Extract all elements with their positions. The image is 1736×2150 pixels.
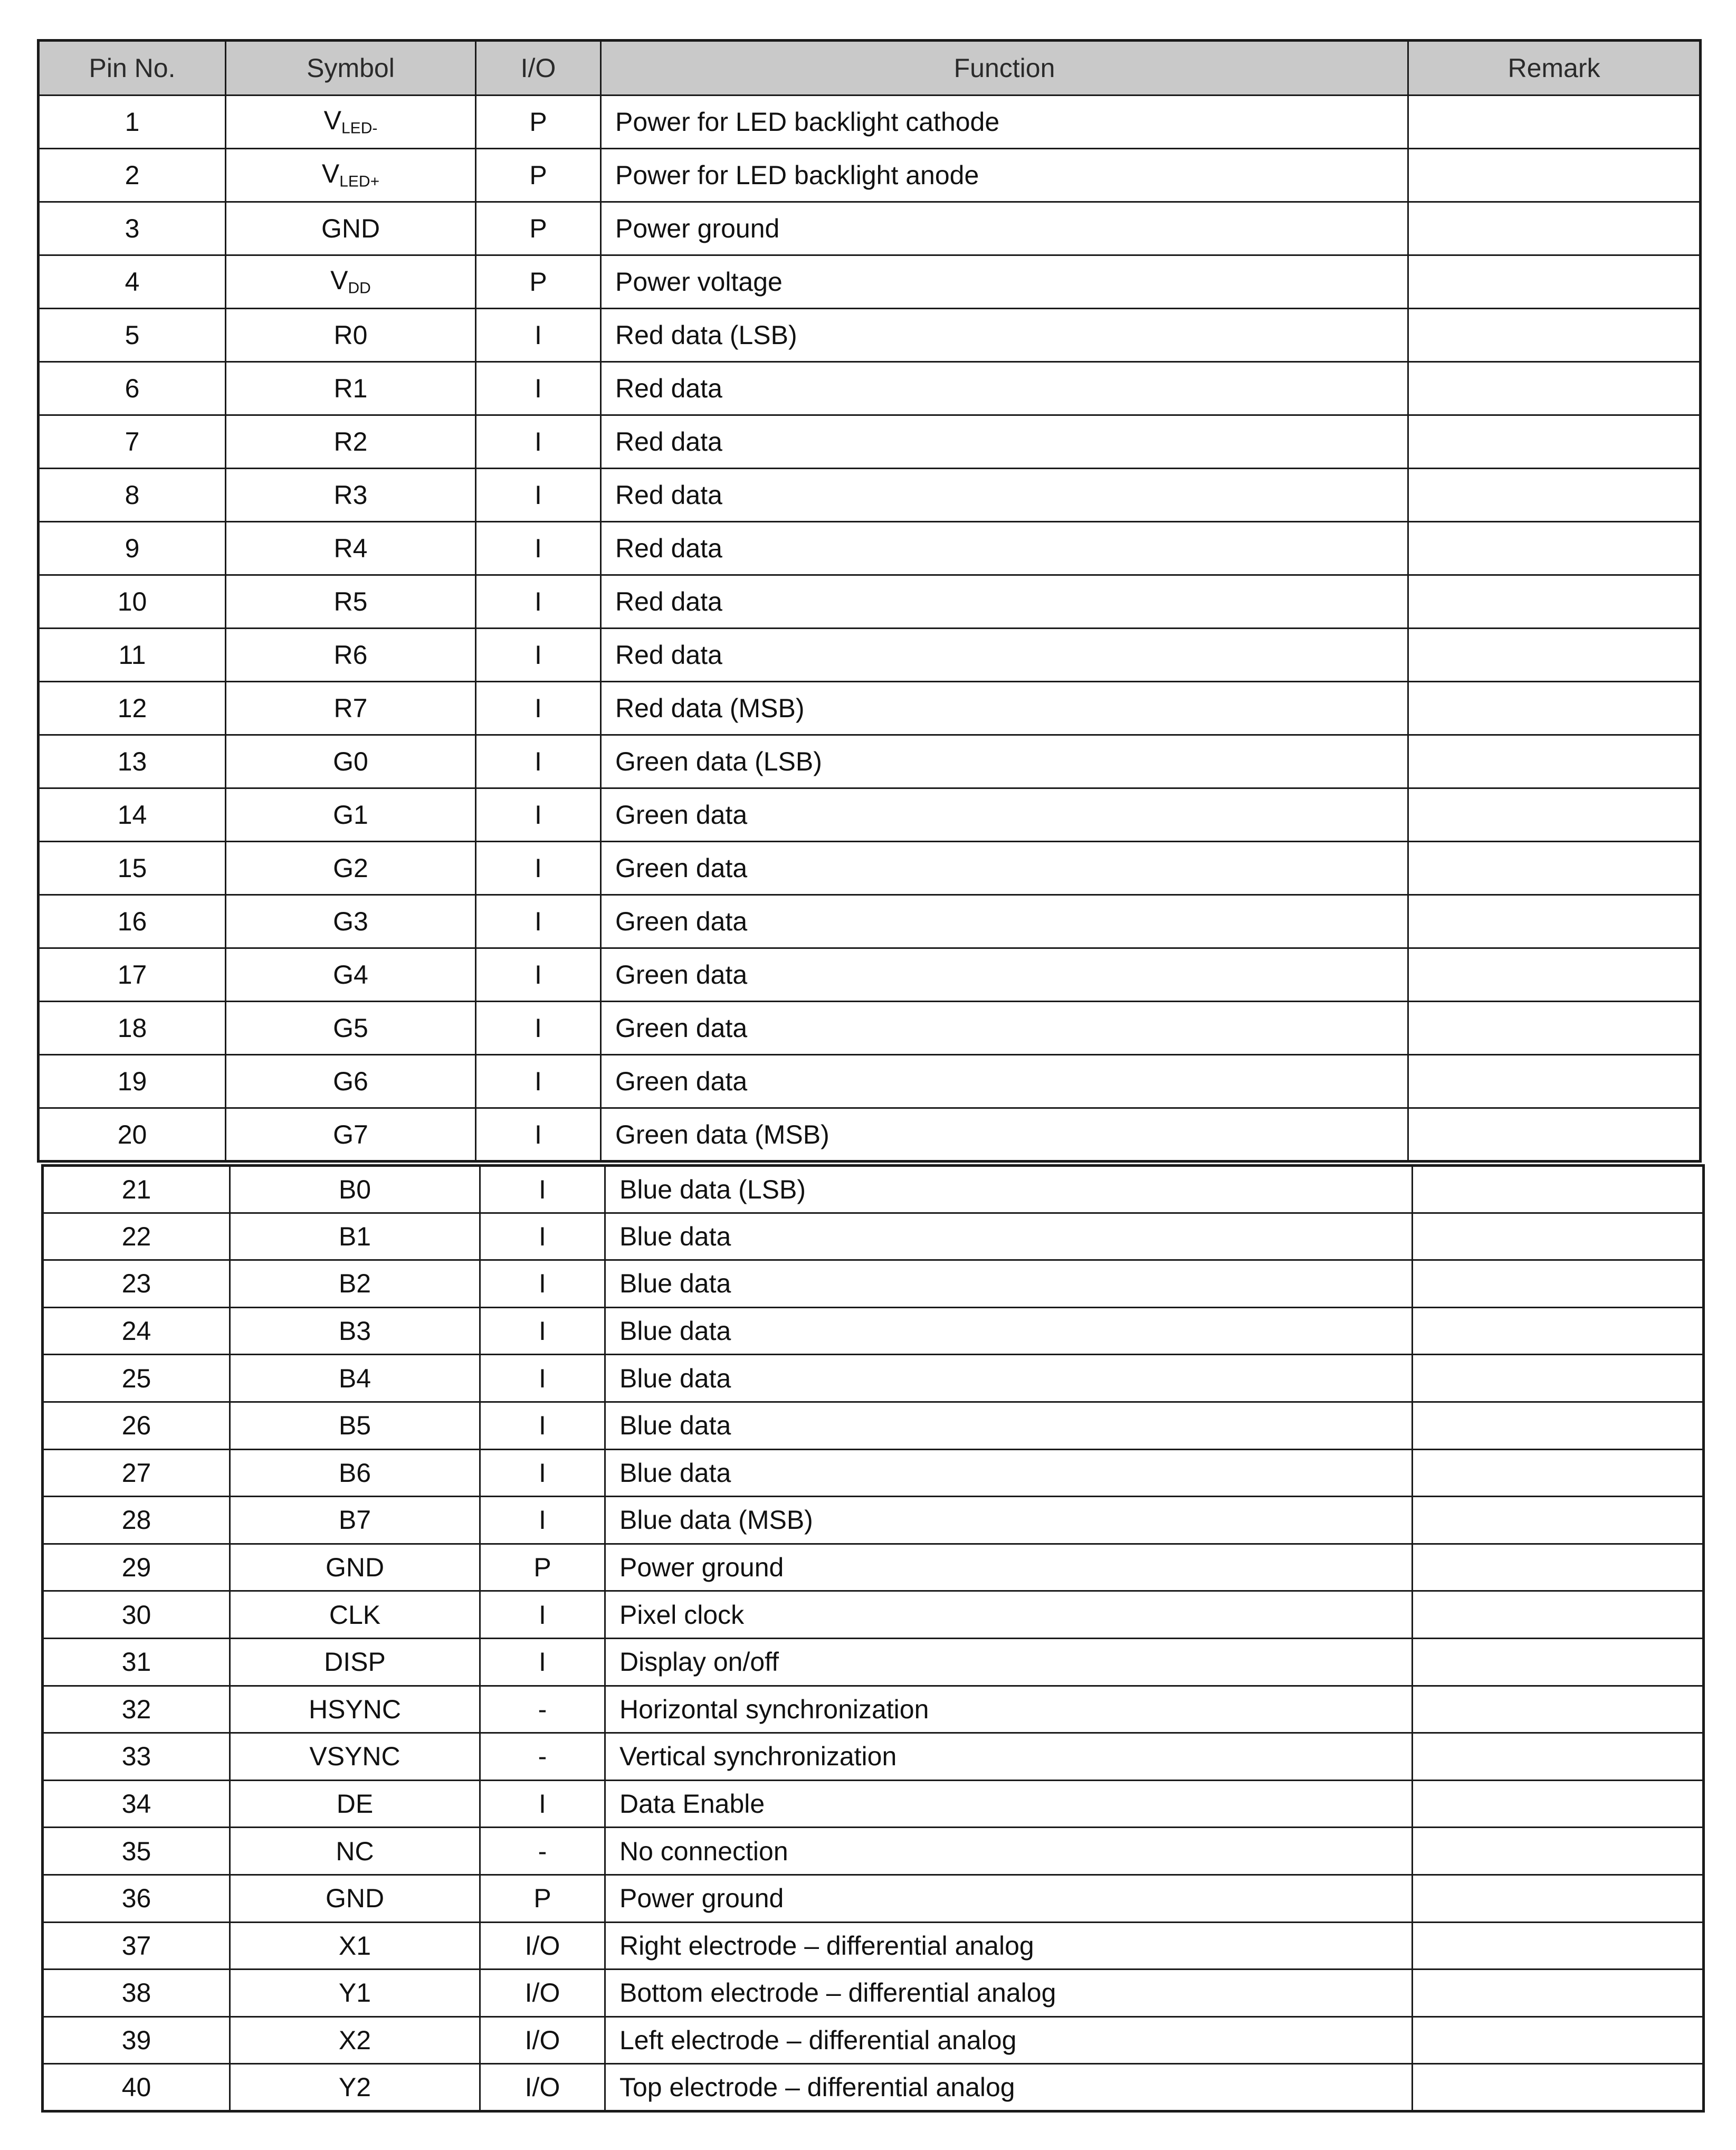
symbol-text: R1 bbox=[333, 374, 368, 403]
io-cell: I bbox=[480, 1638, 605, 1686]
symbol-cell bbox=[226, 1108, 476, 1162]
pin-number-cell: 16 bbox=[39, 895, 226, 948]
symbol-text: G1 bbox=[333, 800, 368, 830]
io-cell: I bbox=[480, 1355, 605, 1402]
io-cell: - bbox=[480, 1686, 605, 1733]
symbol-text: B3 bbox=[338, 1316, 371, 1346]
table-row bbox=[39, 469, 1701, 522]
pin-number-cell: 13 bbox=[39, 735, 226, 788]
remark-cell bbox=[1413, 1166, 1704, 1213]
function-cell: Power for LED backlight anode bbox=[601, 149, 1408, 202]
symbol-text: GND bbox=[321, 214, 380, 243]
pin-number-cell: 35 bbox=[43, 1828, 230, 1875]
function-cell: Pixel clock bbox=[605, 1591, 1413, 1639]
pin-table-part-2 bbox=[41, 1164, 1705, 2113]
table-header-row bbox=[39, 41, 1701, 96]
symbol-cell bbox=[226, 469, 476, 522]
function-cell: Left electrode – differential analog bbox=[605, 2016, 1413, 2064]
io-cell: I bbox=[480, 1449, 605, 1497]
symbol-cell bbox=[230, 1875, 480, 1922]
symbol-cell bbox=[226, 682, 476, 735]
io-cell: I bbox=[476, 415, 601, 469]
function-cell: Red data (LSB) bbox=[601, 309, 1408, 362]
symbol-text: NC bbox=[336, 1836, 374, 1866]
symbol-cell bbox=[230, 1166, 480, 1213]
function-cell: Display on/off bbox=[605, 1638, 1413, 1686]
function-cell: Red data bbox=[601, 415, 1408, 469]
symbol-text: V bbox=[321, 159, 340, 189]
table-row bbox=[43, 1638, 1704, 1686]
symbol-cell bbox=[230, 2016, 480, 2064]
io-cell: I bbox=[476, 575, 601, 629]
symbol-cell bbox=[226, 202, 476, 255]
remark-cell bbox=[1413, 1449, 1704, 1497]
symbol-text: X1 bbox=[338, 1930, 371, 1961]
pin-table-part-1 bbox=[37, 39, 1702, 1163]
io-cell: I bbox=[480, 1591, 605, 1639]
remark-cell bbox=[1408, 788, 1701, 842]
symbol-cell bbox=[230, 2064, 480, 2111]
io-cell: I bbox=[476, 948, 601, 1002]
remark-cell bbox=[1408, 842, 1701, 895]
symbol-text: GND bbox=[325, 1553, 385, 1583]
remark-cell bbox=[1413, 2016, 1704, 2064]
function-cell: Red data bbox=[601, 362, 1408, 415]
pin-number-cell: 9 bbox=[39, 522, 226, 575]
symbol-cell bbox=[230, 1402, 480, 1449]
pin-number-cell: 3 bbox=[39, 202, 226, 255]
symbol-cell bbox=[226, 362, 476, 415]
symbol-cell bbox=[230, 1733, 480, 1781]
table-row bbox=[39, 202, 1701, 255]
function-cell: Power for LED backlight cathode bbox=[601, 96, 1408, 149]
pin-number-cell: 23 bbox=[43, 1260, 230, 1308]
function-cell: Blue data bbox=[605, 1402, 1413, 1449]
symbol-cell bbox=[226, 1002, 476, 1055]
function-cell: Red data bbox=[601, 629, 1408, 682]
function-cell: Power ground bbox=[605, 1544, 1413, 1591]
symbol-cell bbox=[230, 1213, 480, 1260]
symbol-text: G5 bbox=[333, 1013, 368, 1043]
io-cell: I bbox=[476, 682, 601, 735]
pin-number-cell: 22 bbox=[43, 1213, 230, 1260]
function-cell: No connection bbox=[605, 1828, 1413, 1875]
symbol-text: R6 bbox=[333, 640, 368, 670]
header-pin-no: Pin No. bbox=[39, 41, 226, 96]
io-cell: I/O bbox=[480, 1922, 605, 1970]
io-cell: P bbox=[476, 255, 601, 309]
symbol-cell bbox=[230, 1638, 480, 1686]
remark-cell bbox=[1413, 1733, 1704, 1781]
symbol-cell bbox=[226, 415, 476, 469]
symbol-cell bbox=[226, 522, 476, 575]
symbol-text: GND bbox=[325, 1883, 385, 1914]
pin-number-cell: 26 bbox=[43, 1402, 230, 1449]
symbol-cell bbox=[226, 629, 476, 682]
function-cell: Blue data bbox=[605, 1355, 1413, 1402]
function-cell: Blue data bbox=[605, 1213, 1413, 1260]
remark-cell bbox=[1408, 309, 1701, 362]
symbol-text: VSYNC bbox=[309, 1742, 400, 1772]
remark-cell bbox=[1408, 1055, 1701, 1108]
symbol-text: G0 bbox=[333, 747, 368, 776]
table-row bbox=[43, 1544, 1704, 1591]
symbol-text: B7 bbox=[338, 1505, 371, 1535]
remark-cell bbox=[1408, 735, 1701, 788]
io-cell: I bbox=[476, 309, 601, 362]
pin-number-cell: 40 bbox=[43, 2064, 230, 2111]
symbol-text: Y1 bbox=[338, 1978, 371, 2008]
pin-number-cell: 1 bbox=[39, 96, 226, 149]
symbol-text: DE bbox=[336, 1789, 374, 1819]
io-cell: I bbox=[476, 1002, 601, 1055]
function-cell: Green data bbox=[601, 788, 1408, 842]
header-io: I/O bbox=[476, 41, 601, 96]
remark-cell bbox=[1408, 629, 1701, 682]
symbol-text: B4 bbox=[338, 1363, 371, 1393]
pin-number-cell: 32 bbox=[43, 1686, 230, 1733]
pin-number-cell: 15 bbox=[39, 842, 226, 895]
remark-cell bbox=[1408, 1108, 1701, 1162]
pin-number-cell: 14 bbox=[39, 788, 226, 842]
remark-cell bbox=[1413, 1828, 1704, 1875]
pin-number-cell: 39 bbox=[43, 2016, 230, 2064]
symbol-cell bbox=[226, 1055, 476, 1108]
io-cell: I/O bbox=[480, 2016, 605, 2064]
pin-number-cell: 5 bbox=[39, 309, 226, 362]
pin-number-cell: 2 bbox=[39, 149, 226, 202]
table-row bbox=[43, 2064, 1704, 2111]
table-row bbox=[39, 309, 1701, 362]
header-symbol: Symbol bbox=[226, 41, 476, 96]
remark-cell bbox=[1413, 1307, 1704, 1355]
symbol-text: HSYNC bbox=[308, 1694, 402, 1724]
symbol-subscript: DD bbox=[348, 279, 371, 297]
symbol-cell bbox=[230, 1307, 480, 1355]
table-row bbox=[43, 1402, 1704, 1449]
pin-number-cell: 19 bbox=[39, 1055, 226, 1108]
table-row bbox=[43, 1355, 1704, 1402]
table-row bbox=[43, 1260, 1704, 1308]
symbol-cell bbox=[230, 1260, 480, 1308]
table-row bbox=[39, 522, 1701, 575]
remark-cell bbox=[1408, 415, 1701, 469]
remark-cell bbox=[1408, 96, 1701, 149]
symbol-text: G4 bbox=[333, 960, 368, 990]
table-row bbox=[43, 1497, 1704, 1544]
pin-number-cell: 10 bbox=[39, 575, 226, 629]
symbol-text: B1 bbox=[338, 1221, 371, 1251]
remark-cell bbox=[1413, 1875, 1704, 1922]
table-row bbox=[43, 1828, 1704, 1875]
symbol-text: R7 bbox=[333, 693, 368, 723]
symbol-cell bbox=[230, 1686, 480, 1733]
function-cell: Red data (MSB) bbox=[601, 682, 1408, 735]
io-cell: I bbox=[476, 842, 601, 895]
remark-cell bbox=[1413, 1497, 1704, 1544]
table-row bbox=[43, 1591, 1704, 1639]
symbol-cell bbox=[230, 1922, 480, 1970]
io-cell: I bbox=[476, 1055, 601, 1108]
io-cell: I bbox=[476, 469, 601, 522]
function-cell: Red data bbox=[601, 522, 1408, 575]
io-cell: P bbox=[480, 1875, 605, 1922]
pin-number-cell: 17 bbox=[39, 948, 226, 1002]
remark-cell bbox=[1413, 1213, 1704, 1260]
pin-number-cell: 4 bbox=[39, 255, 226, 309]
symbol-cell bbox=[226, 735, 476, 788]
remark-cell bbox=[1413, 1780, 1704, 1828]
symbol-cell bbox=[226, 842, 476, 895]
symbol-cell bbox=[230, 1355, 480, 1402]
symbol-text: B0 bbox=[338, 1174, 371, 1204]
remark-cell bbox=[1408, 362, 1701, 415]
pin-number-cell: 20 bbox=[39, 1108, 226, 1162]
pin-number-cell: 36 bbox=[43, 1875, 230, 1922]
table-row bbox=[39, 948, 1701, 1002]
io-cell: I bbox=[476, 522, 601, 575]
symbol-text: R5 bbox=[333, 587, 368, 616]
pin-number-cell: 30 bbox=[43, 1591, 230, 1639]
pin-number-cell: 27 bbox=[43, 1449, 230, 1497]
symbol-subscript: LED- bbox=[341, 119, 378, 137]
pin-number-cell: 25 bbox=[43, 1355, 230, 1402]
remark-cell bbox=[1413, 1638, 1704, 1686]
pin-number-cell: 8 bbox=[39, 469, 226, 522]
io-cell: - bbox=[480, 1828, 605, 1875]
table-row bbox=[43, 1733, 1704, 1781]
symbol-cell bbox=[230, 1828, 480, 1875]
table-row bbox=[43, 1307, 1704, 1355]
table-row bbox=[43, 1213, 1704, 1260]
function-cell: Green data bbox=[601, 1055, 1408, 1108]
symbol-cell bbox=[230, 1497, 480, 1544]
pin-number-cell: 21 bbox=[43, 1166, 230, 1213]
symbol-text: R4 bbox=[333, 534, 368, 563]
remark-cell bbox=[1413, 1686, 1704, 1733]
function-cell: Green data (MSB) bbox=[601, 1108, 1408, 1162]
symbol-cell bbox=[226, 895, 476, 948]
symbol-text: X2 bbox=[338, 2025, 371, 2055]
function-cell: Blue data bbox=[605, 1449, 1413, 1497]
symbol-cell bbox=[230, 1449, 480, 1497]
io-cell: I bbox=[476, 1108, 601, 1162]
symbol-text: G7 bbox=[333, 1119, 368, 1149]
symbol-text: B5 bbox=[338, 1411, 371, 1441]
table-row bbox=[39, 735, 1701, 788]
pin-number-cell: 18 bbox=[39, 1002, 226, 1055]
function-cell: Right electrode – differential analog bbox=[605, 1922, 1413, 1970]
header-remark: Remark bbox=[1408, 41, 1701, 96]
io-cell: I bbox=[480, 1402, 605, 1449]
table-row bbox=[39, 96, 1701, 149]
io-cell: I bbox=[476, 362, 601, 415]
symbol-text: R3 bbox=[333, 480, 368, 510]
symbol-cell bbox=[226, 788, 476, 842]
symbol-text: V bbox=[323, 106, 341, 136]
table-row bbox=[43, 1686, 1704, 1733]
symbol-cell bbox=[226, 575, 476, 629]
pin-number-cell: 29 bbox=[43, 1544, 230, 1591]
symbol-cell bbox=[226, 149, 476, 202]
function-cell: Top electrode – differential analog bbox=[605, 2064, 1413, 2111]
function-cell: Green data bbox=[601, 948, 1408, 1002]
remark-cell bbox=[1408, 895, 1701, 948]
symbol-cell bbox=[230, 1591, 480, 1639]
pin-number-cell: 6 bbox=[39, 362, 226, 415]
remark-cell bbox=[1413, 1402, 1704, 1449]
function-cell: Power ground bbox=[605, 1875, 1413, 1922]
remark-cell bbox=[1408, 202, 1701, 255]
pin-number-cell: 28 bbox=[43, 1497, 230, 1544]
remark-cell bbox=[1408, 149, 1701, 202]
remark-cell bbox=[1413, 1970, 1704, 2017]
io-cell: P bbox=[476, 149, 601, 202]
io-cell: - bbox=[480, 1733, 605, 1781]
symbol-subscript: LED+ bbox=[339, 173, 380, 191]
symbol-text: G3 bbox=[333, 907, 368, 936]
io-cell: I bbox=[480, 1166, 605, 1213]
function-cell: Bottom electrode – differential analog bbox=[605, 1970, 1413, 2017]
symbol-text: CLK bbox=[329, 1600, 381, 1630]
table-row bbox=[39, 788, 1701, 842]
pin-number-cell: 34 bbox=[43, 1780, 230, 1828]
remark-cell bbox=[1413, 1922, 1704, 1970]
pin-number-cell: 24 bbox=[43, 1307, 230, 1355]
remark-cell bbox=[1408, 522, 1701, 575]
io-cell: P bbox=[476, 202, 601, 255]
pin-number-cell: 33 bbox=[43, 1733, 230, 1781]
remark-cell bbox=[1408, 948, 1701, 1002]
table-row bbox=[43, 1780, 1704, 1828]
function-cell: Red data bbox=[601, 469, 1408, 522]
remark-cell bbox=[1413, 2064, 1704, 2111]
table-row bbox=[43, 1875, 1704, 1922]
function-cell: Green data bbox=[601, 895, 1408, 948]
symbol-cell bbox=[226, 948, 476, 1002]
table-row bbox=[39, 149, 1701, 202]
function-cell: Green data (LSB) bbox=[601, 735, 1408, 788]
table-row bbox=[39, 1002, 1701, 1055]
function-cell: Green data bbox=[601, 1002, 1408, 1055]
table-row bbox=[39, 415, 1701, 469]
table-row bbox=[43, 1449, 1704, 1497]
io-cell: P bbox=[476, 96, 601, 149]
function-cell: Power ground bbox=[601, 202, 1408, 255]
symbol-text: R2 bbox=[333, 427, 368, 456]
header-function: Function bbox=[601, 41, 1408, 96]
table-row bbox=[39, 255, 1701, 309]
function-cell: Horizontal synchronization bbox=[605, 1686, 1413, 1733]
symbol-cell bbox=[226, 309, 476, 362]
table-row bbox=[39, 575, 1701, 629]
table-row bbox=[39, 682, 1701, 735]
function-cell: Green data bbox=[601, 842, 1408, 895]
function-cell: Blue data (MSB) bbox=[605, 1497, 1413, 1544]
table-row bbox=[43, 1970, 1704, 2017]
pin-number-cell: 38 bbox=[43, 1970, 230, 2017]
symbol-cell bbox=[226, 96, 476, 149]
table-row bbox=[39, 1108, 1701, 1162]
table-row bbox=[39, 362, 1701, 415]
symbol-cell bbox=[230, 1544, 480, 1591]
function-cell: Vertical synchronization bbox=[605, 1733, 1413, 1781]
remark-cell bbox=[1408, 682, 1701, 735]
function-cell: Blue data bbox=[605, 1307, 1413, 1355]
remark-cell bbox=[1408, 255, 1701, 309]
symbol-text: Y2 bbox=[338, 2072, 371, 2103]
io-cell: I bbox=[480, 1213, 605, 1260]
io-cell: I bbox=[480, 1260, 605, 1308]
symbol-text: DISP bbox=[324, 1647, 386, 1677]
remark-cell bbox=[1413, 1260, 1704, 1308]
table-row bbox=[39, 895, 1701, 948]
symbol-text: G2 bbox=[333, 853, 368, 883]
function-cell: Data Enable bbox=[605, 1780, 1413, 1828]
remark-cell bbox=[1413, 1544, 1704, 1591]
io-cell: I bbox=[480, 1780, 605, 1828]
io-cell: I bbox=[476, 895, 601, 948]
function-cell: Blue data bbox=[605, 1260, 1413, 1308]
pin-number-cell: 12 bbox=[39, 682, 226, 735]
table-row bbox=[43, 1922, 1704, 1970]
io-cell: I bbox=[480, 1497, 605, 1544]
remark-cell bbox=[1413, 1591, 1704, 1639]
symbol-text: R0 bbox=[333, 320, 368, 350]
pin-number-cell: 11 bbox=[39, 629, 226, 682]
symbol-text: V bbox=[330, 265, 348, 296]
symbol-text: B6 bbox=[338, 1458, 371, 1488]
function-cell: Power voltage bbox=[601, 255, 1408, 309]
table-row bbox=[39, 629, 1701, 682]
table-row bbox=[39, 842, 1701, 895]
symbol-cell bbox=[230, 1970, 480, 2017]
symbol-cell bbox=[226, 255, 476, 309]
remark-cell bbox=[1408, 575, 1701, 629]
pin-number-cell: 37 bbox=[43, 1922, 230, 1970]
io-cell: I bbox=[480, 1307, 605, 1355]
io-cell: I/O bbox=[480, 1970, 605, 2017]
io-cell: I bbox=[476, 629, 601, 682]
symbol-cell bbox=[230, 1780, 480, 1828]
remark-cell bbox=[1413, 1355, 1704, 1402]
io-cell: I/O bbox=[480, 2064, 605, 2111]
io-cell: I bbox=[476, 788, 601, 842]
function-cell: Blue data (LSB) bbox=[605, 1166, 1413, 1213]
pin-number-cell: 31 bbox=[43, 1638, 230, 1686]
table-row bbox=[43, 1166, 1704, 1213]
remark-cell bbox=[1408, 1002, 1701, 1055]
table-row bbox=[43, 2016, 1704, 2064]
io-cell: I bbox=[476, 735, 601, 788]
pin-number-cell: 7 bbox=[39, 415, 226, 469]
symbol-text: B2 bbox=[338, 1269, 371, 1299]
function-cell: Red data bbox=[601, 575, 1408, 629]
io-cell: P bbox=[480, 1544, 605, 1591]
symbol-text: G6 bbox=[333, 1067, 368, 1096]
table-row bbox=[39, 1055, 1701, 1108]
remark-cell bbox=[1408, 469, 1701, 522]
